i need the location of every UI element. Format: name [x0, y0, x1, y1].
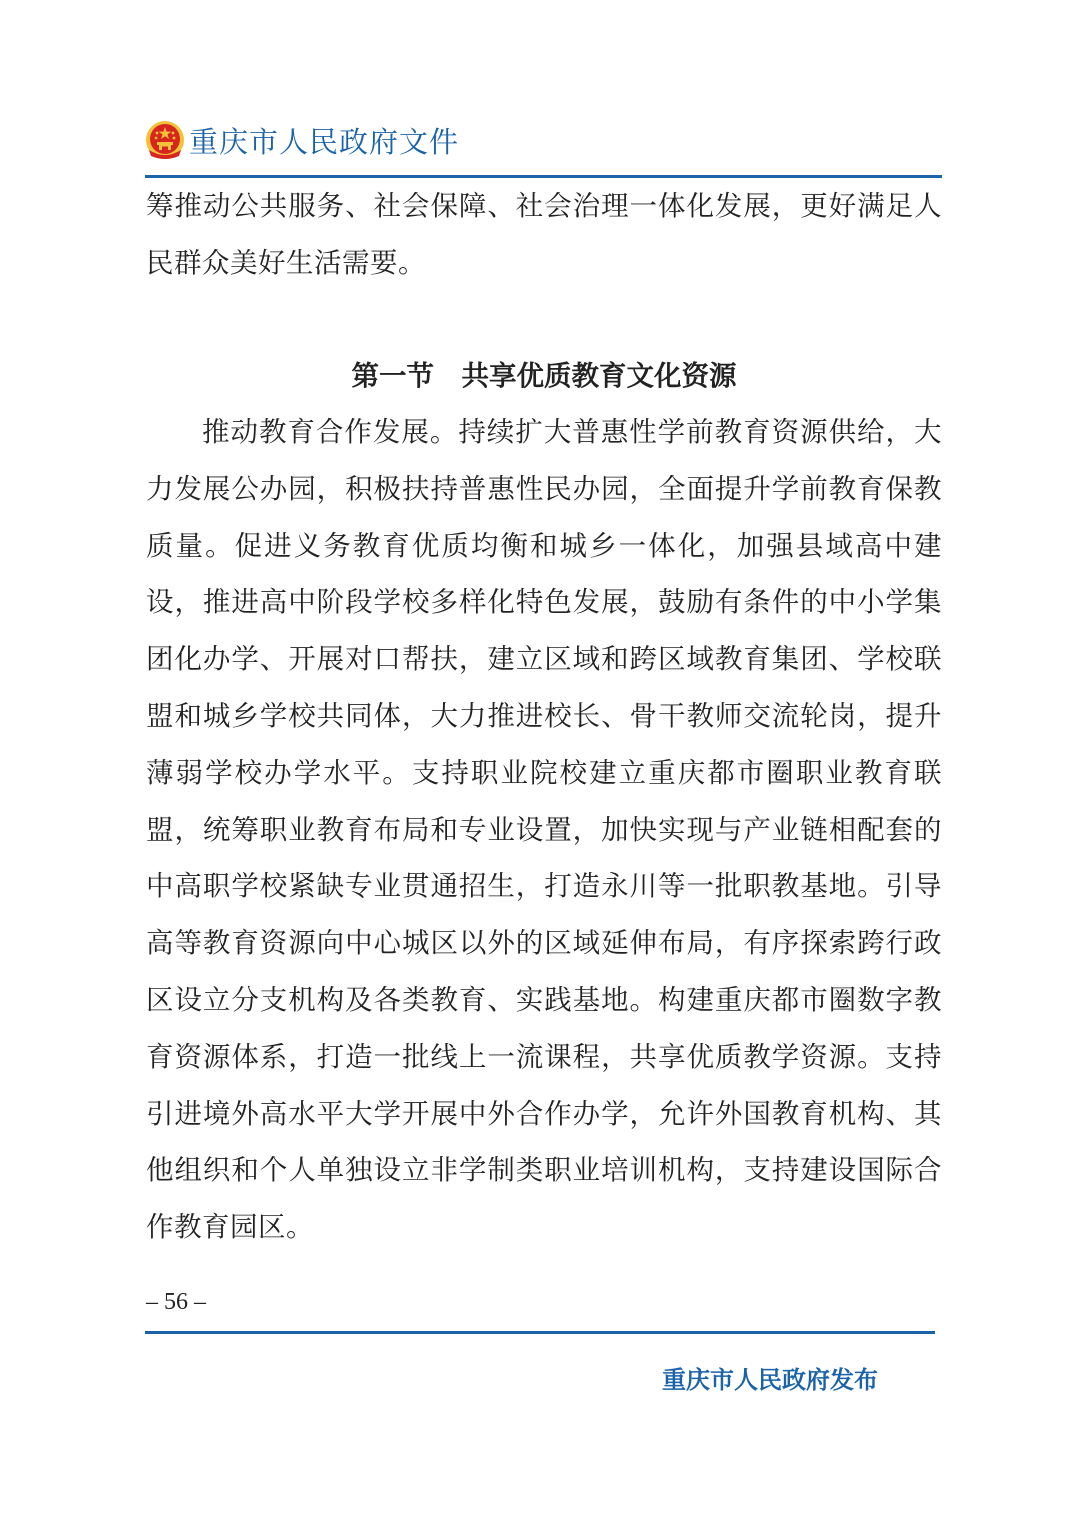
page-number: – 56 –	[146, 1289, 206, 1315]
section-heading: 第一节 共享优质教育文化资源	[351, 360, 737, 392]
footer-divider	[145, 1331, 935, 1334]
national-emblem-icon	[145, 120, 185, 160]
document-header	[145, 118, 945, 166]
footer-publisher: 重庆市人民政府发布	[662, 1366, 878, 1394]
intro-paragraph: 筹推动公共服务、社会保障、社会治理一体化发展，更好满足人民群众美好生活需要。	[146, 190, 942, 279]
header-title: 重庆市人民政府文件	[189, 125, 460, 159]
section-paragraph: 推动教育合作发展。持续扩大普惠性学前教育资源供给，大力发展公办园，积极扶持普惠性民办园，全面提升学前教育保教质量。促进义务教育优质均衡和城乡一体化，加强县域高中建设，推进高中阶段学校多样化特色发展，鼓励有条件的中小学集团化办学、开展对口帮扶，建立区域和跨区域教育集团、学校联盟和城乡学校共同体，大力推进校长、骨干教师交流轮岗，提升薄弱学校办学水平。支持职业院校建立重庆都市圈职业教育联盟，统筹职业教育布局和专业设置，加快实现与产业链相配套的中高职学校紧缺专业贯通招生，打造永川等一批职教基地。引导高等教育资源向中心城区以外的区域延伸布局，有序探索跨行政区设立分支机构及各类教育、实践基地。构建重庆都市圈数字教育资源体系，打造一批线上一流课程，共享优质教学资源。支持引进境外高水平大学开展中外合作办学，允许外国教育机构、其他组织和个人单独设立非学制类职业培训机构，支持建设国际合作教育园区。	[146, 416, 942, 1244]
